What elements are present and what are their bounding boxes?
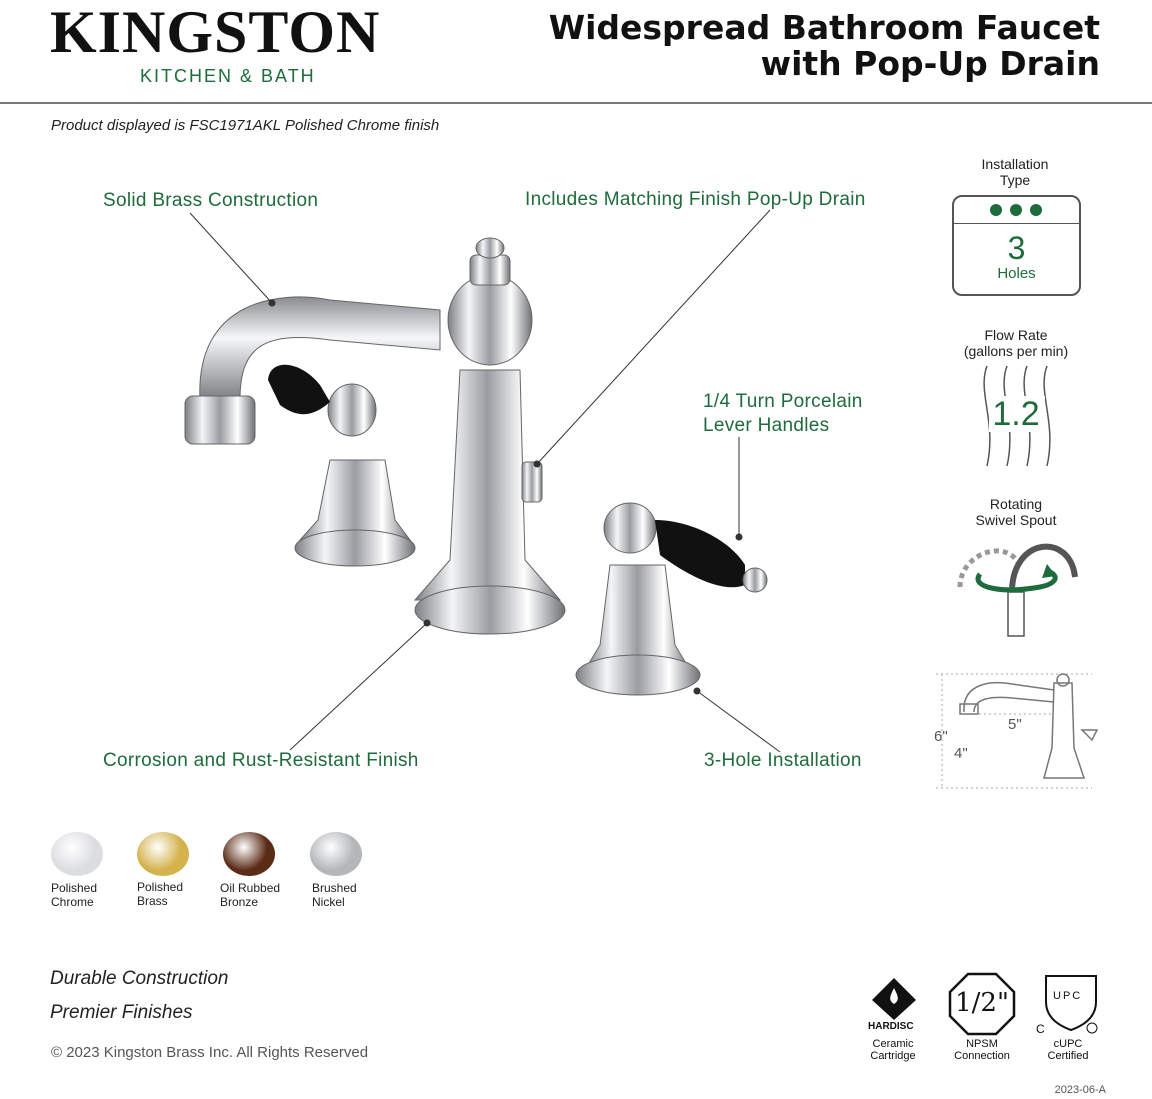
cupc-label <box>1038 1038 1098 1062</box>
finish-swatch-oil-rubbed-bronze <box>223 832 275 876</box>
right-handle-base <box>576 655 700 695</box>
finish-label-oil-rubbed-bronze <box>220 881 280 909</box>
npsm-label <box>944 1038 1020 1062</box>
callout-3-hole-install: 3-Hole Installation <box>704 750 862 771</box>
cupc-label-line-2: Certified <box>1047 1050 1089 1062</box>
brand-logo-title: KINGSTON <box>50 0 381 65</box>
npsm-size-mark: 1/2" <box>955 988 1009 1018</box>
flow-rate-value: 1.2 <box>992 395 1040 433</box>
tagline-finishes: Premier Finishes <box>50 1002 193 1023</box>
left-porcelain-lever <box>268 365 330 414</box>
finial-top <box>476 238 504 258</box>
brand-logo-subtitle: KITCHEN & BATH <box>140 66 316 86</box>
installation-type-label-line-1: Installation <box>981 156 1049 172</box>
finish-label-line-1: Polished <box>51 881 98 895</box>
finish-label-line-2: Bronze <box>220 895 259 909</box>
installation-type-label <box>955 156 1075 188</box>
hole-dot-icon <box>1030 204 1042 216</box>
right-handle-body <box>585 565 690 670</box>
sink-edge <box>954 223 1079 224</box>
hole-dot-icon <box>1010 204 1022 216</box>
copyright: © 2023 Kingston Brass Inc. All Rights Reserved <box>51 1044 369 1061</box>
finish-label-line-1: Polished <box>137 880 184 894</box>
callout-lever-handles-line-1: 1/4 Turn Porcelain <box>703 391 863 412</box>
page-title-line-2: with Pop-Up Drain <box>760 44 1100 83</box>
drain-lift-rod <box>522 462 542 502</box>
callout-lever-handles <box>703 390 863 438</box>
finish-label-line-2: Brass <box>137 894 168 908</box>
flow-rate-label-line-2: (gallons per min) <box>963 343 1069 359</box>
faucet-finial <box>470 255 510 285</box>
finish-label-line-1: Oil Rubbed <box>220 881 281 895</box>
lever-tip <box>743 568 767 592</box>
finish-label-line-2: Nickel <box>312 895 345 909</box>
callout-lever-handles-line-2: Lever Handles <box>703 415 830 436</box>
flow-rate-label-line-1: Flow Rate <box>984 327 1048 343</box>
dimension-spout-height: 4" <box>954 745 968 762</box>
hardisc-icon <box>868 974 920 1022</box>
finish-label-line-2: Chrome <box>51 895 94 909</box>
npsm-label-line-2: Connection <box>954 1050 1010 1062</box>
revision-code: 2023-06-A <box>1054 1084 1106 1096</box>
swivel-spout-label <box>955 496 1077 528</box>
hardisc-label-line-1: Ceramic <box>872 1038 914 1050</box>
finish-label-polished-brass <box>137 880 183 908</box>
cupc-c-mark: C <box>1036 1022 1045 1036</box>
finish-label-brushed-nickel <box>312 881 357 909</box>
finish-swatch-polished-chrome <box>51 832 103 876</box>
cupc-shield-icon <box>1042 972 1100 1034</box>
faucet-dome <box>448 275 532 365</box>
cupc-label-line-1: cUPC <box>1053 1038 1083 1050</box>
hole-dot-icon <box>990 204 1002 216</box>
npsm-label-line-1: NPSM <box>966 1038 998 1050</box>
hardisc-label <box>862 1038 924 1062</box>
finish-label-polished-chrome <box>51 881 97 909</box>
hardisc-label-line-2: Cartridge <box>870 1050 916 1062</box>
swivel-spout-label-line-1: Rotating <box>989 496 1043 512</box>
tagline-durable: Durable Construction <box>50 968 229 989</box>
hardisc-brand: HARDISC <box>868 1021 914 1032</box>
installation-type-icon <box>952 195 1081 296</box>
finish-swatch-polished-brass <box>137 832 189 876</box>
left-handle-base <box>295 530 415 566</box>
product-display-note: Product displayed is FSC1971AKL Polished Chrome finish <box>51 117 440 134</box>
right-handle-cap <box>604 503 656 553</box>
callout-solid-brass: Solid Brass Construction <box>103 190 319 211</box>
dimension-height: 6" <box>934 728 948 745</box>
spout-tip <box>185 396 255 444</box>
swivel-spout-label-line-2: Swivel Spout <box>975 512 1057 528</box>
callout-pop-up-drain: Includes Matching Finish Pop-Up Drain <box>525 189 866 210</box>
finish-swatch-brushed-nickel <box>310 832 362 876</box>
callout-corrosion-finish: Corrosion and Rust-Resistant Finish <box>103 750 419 771</box>
left-handle-cap <box>328 384 376 436</box>
finish-label-line-1: Brushed <box>312 881 357 895</box>
cupc-upc-text: UPC <box>1053 990 1083 1002</box>
right-porcelain-lever <box>655 520 745 587</box>
swivel-spout-icon <box>950 532 1082 640</box>
faucet-base <box>415 586 565 634</box>
holes-word: Holes <box>997 265 1036 282</box>
left-handle-body <box>300 460 410 540</box>
holes-count: 3 <box>1007 230 1026 266</box>
flow-rate-label <box>946 327 1086 359</box>
installation-type-label-line-2: Type <box>999 172 1031 188</box>
spout <box>200 297 440 400</box>
page-title-line-1: Widespread Bathroom Faucet <box>548 8 1100 47</box>
dimension-reach: 5" <box>1008 716 1022 733</box>
